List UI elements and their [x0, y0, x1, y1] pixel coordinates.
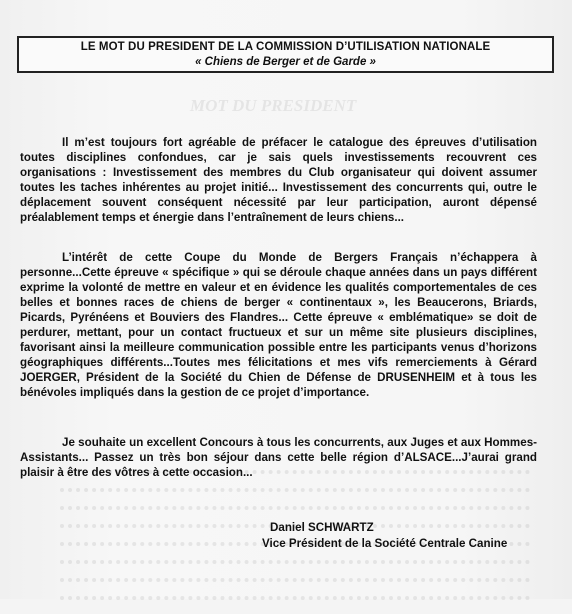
signature-role: Vice Président de la Société Centrale Canine: [262, 537, 508, 550]
document-subtitle: « Chiens de Berger et de Garde »: [195, 56, 376, 68]
signature-block: [262, 520, 507, 552]
bleed-through-heading: MOT DU PRESIDENT: [190, 96, 357, 115]
signature-name: Daniel SCHWARTZ: [270, 521, 374, 534]
paragraph-2: L’intérêt de cette Coupe du Monde de Bergers Français n’échappera à personne...Cette épreuve « spécifique » qui se déroule chaque années dans un pays différent exprime la volonté de mettre en valeur et en évidence les qualités comportementales de ces belles et bonnes races de chiens de berger « continentaux », les Beaucerons, Briards, Picards, Pyrénéens et Bouviers des Flandres... Cette épreuve « emblématique» se doit de perdurer, mettant, pour un contact fructueux et sur un même site plusieurs disciplines, favorisant ainsi la meilleure communication possible entre les participants venus d’horizons géographiques différents...Toutes mes félicitations et mes vifs remerciements à Gérard JOERGER, Président de la Société du Chien de Défense de DRUSENHEIM et à tous les bénévoles impliqués dans la gestion de ce projet d’importance.: [20, 251, 537, 399]
document-title: LE MOT DU PRESIDENT DE LA COMMISSION D’UTILISATION NATIONALE: [80, 41, 491, 53]
title-box: [17, 36, 554, 73]
paragraph-3: Je souhaite un excellent Concours à tous les concurrents, aux Juges et aux Hommes-Assistants... Passez un très bon séjour dans cette belle région d’ALSACE...J’aurai grand plaisir à être des vôtres à cette occasion...: [20, 436, 537, 479]
paragraph-1: Il m’est toujours fort agréable de préfacer le catalogue des épreuves d’utilisation toutes disciplines confondues, car je sais quels investissements recouvrent ces organisations : Investissement des membres du Club organisateur qui doivent assumer toutes les taches inhérentes au projet initié... Investissement des concurrents qui, outre le déplacement souvent conséquent nécessité par leur participation, auront dépensé préalablement temps et énergie dans l’entraînement de leurs chiens...: [20, 136, 537, 224]
